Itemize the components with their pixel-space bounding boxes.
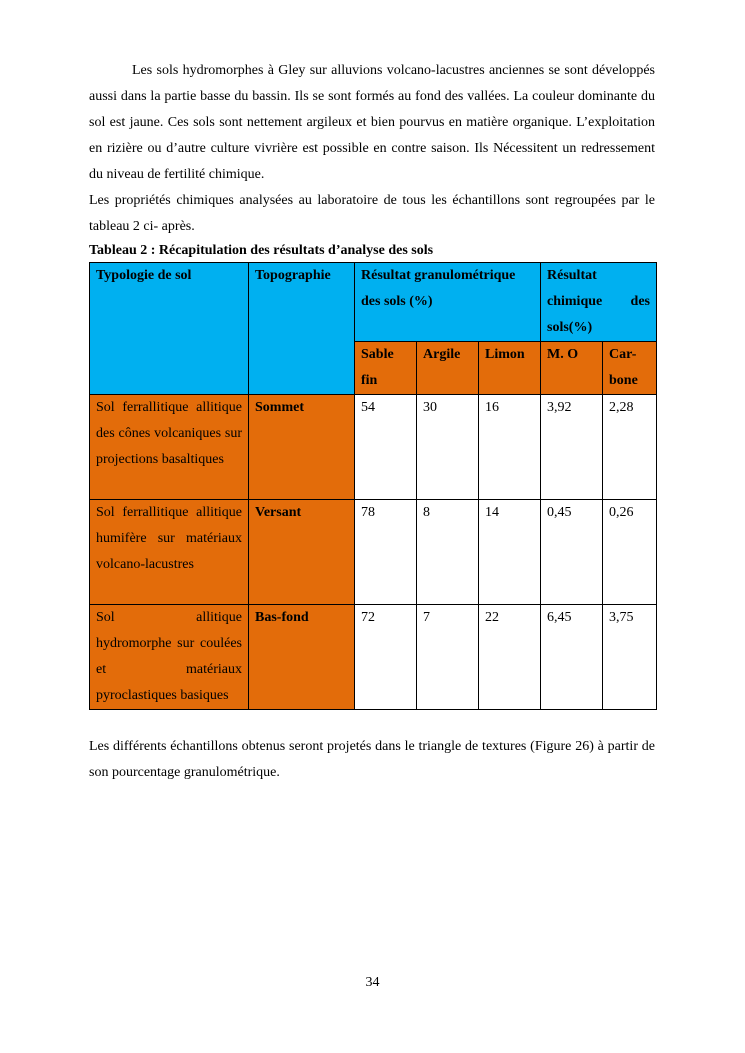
header-matiere-organique: M. O bbox=[541, 342, 603, 395]
cell-limon: 14 bbox=[479, 500, 541, 605]
cell-sable: 72 bbox=[355, 605, 417, 710]
header-argile: Argile bbox=[417, 342, 479, 395]
cell-argile: 7 bbox=[417, 605, 479, 710]
document-page bbox=[89, 58, 655, 786]
cell-topographie: Bas-fond bbox=[249, 605, 355, 710]
cell-carbone: 0,26 bbox=[603, 500, 657, 605]
page-number: 34 bbox=[365, 975, 380, 990]
cell-sable: 54 bbox=[355, 395, 417, 500]
cell-mo: 0,45 bbox=[541, 500, 603, 605]
cell-carbone: 3,75 bbox=[603, 605, 657, 710]
cell-carbone: 2,28 bbox=[603, 395, 657, 500]
cell-typologie: Sol ferrallitique allitique humifère sur matériaux volcano-lacustres bbox=[90, 500, 249, 605]
paragraph-chemical-properties: Les propriétés chimiques analysées au laboratoire de tous les échantillons sont regroupées par le tableau 2 ci- après. bbox=[89, 193, 655, 234]
cell-mo: 6,45 bbox=[541, 605, 603, 710]
header-granulometrique: Résultat granulométrique des sols (%) bbox=[355, 263, 541, 342]
table-row bbox=[90, 605, 657, 710]
cell-limon: 22 bbox=[479, 605, 541, 710]
table-header-row-1 bbox=[90, 263, 657, 342]
table-row bbox=[90, 500, 657, 605]
header-topographie: Topographie bbox=[249, 263, 355, 395]
header-limon: Limon bbox=[479, 342, 541, 395]
cell-topographie: Sommet bbox=[249, 395, 355, 500]
cell-typologie: Sol ferrallitique allitique des cônes volcaniques sur projections basaltiques bbox=[90, 395, 249, 500]
cell-sable: 78 bbox=[355, 500, 417, 605]
header-sable-fin: Sable fin bbox=[355, 342, 417, 395]
cell-typologie: Sol allitique hydromorphe sur coulées et matériaux pyroclastiques basiques bbox=[90, 605, 249, 710]
cell-limon: 16 bbox=[479, 395, 541, 500]
table-caption: Tableau 2 : Récapitulation des résultats d’analyse des sols bbox=[89, 243, 434, 258]
cell-argile: 8 bbox=[417, 500, 479, 605]
header-typologie: Typologie de sol bbox=[90, 263, 249, 395]
paragraph-gley-soils: Les sols hydromorphes à Gley sur alluvions volcano-lacustres anciennes se sont développés aussi dans la partie basse du bassin. Ils se sont formés au fond des vallées. La couleur dominante du sol est jaune. Ces sols sont nettement argileux et bien pourvus en matière organique. L’exploitation en rizière ou d’autre culture vivrière est possible en contre saison. Ils Nécessitent un redressement du niveau de fertilité chimique. bbox=[89, 63, 655, 182]
cell-topographie: Versant bbox=[249, 500, 355, 605]
table-row bbox=[90, 395, 657, 500]
paragraph-texture-triangle: Les différents échantillons obtenus seront projetés dans le triangle de textures (Figure 26) à partir de son pourcentage granulométrique. bbox=[89, 739, 655, 780]
cell-argile: 30 bbox=[417, 395, 479, 500]
header-chimique: Résultat chimique des sols(%) bbox=[541, 263, 657, 342]
soil-analysis-table bbox=[89, 262, 657, 710]
header-carbone: Car-bone bbox=[603, 342, 657, 395]
cell-mo: 3,92 bbox=[541, 395, 603, 500]
